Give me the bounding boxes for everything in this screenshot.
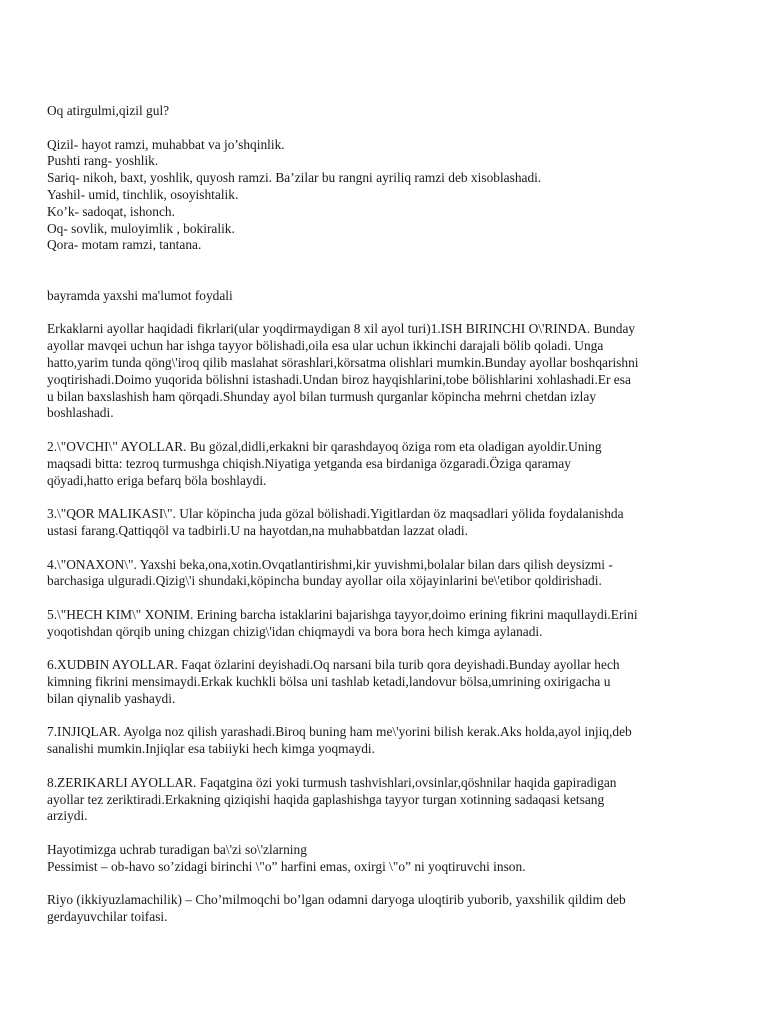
text-line: u bilan baxslashish ham qörqadi.Shunday ayol bilan turmush qurganlar köpincha mehrni chetdan izlay: [47, 388, 597, 404]
text-line: 3.\"QOR MALIKASI\". Ular köpincha juda gözal bölishadi.Yigitlardan öz maqsadlari yölida foydalanishda: [47, 506, 624, 522]
paragraph-gap: [47, 708, 737, 725]
list-item: Yashil- umid, tinchlik, osoyishtalik.: [47, 186, 239, 202]
text-line: gerdayuvchilar toifasi.: [47, 909, 168, 925]
paragraph-8: [47, 775, 737, 825]
paragraph-gap: [47, 876, 737, 893]
text-line: 2.\"OVCHI\" AYOLLAR. Bu gözal,didli,erkakni bir qarashdayoq öziga rom eta oladigan ayoldir.Uning: [47, 438, 602, 454]
text-line: ayollar mavqei uchun har ishga tayyor bölishadi,oila esa ular uchun ikkinchi darajali bölib qoladi. Unga: [47, 338, 604, 354]
text-line: barchasiga ulguradi.Qizig\'i shundaki,köpincha bunday ayollar oila xöjayinlarini be\'etibor qoldirishadi.: [47, 573, 602, 589]
text-line: Hayotimizga uchrab turadigan ba\'zi so\'zlarning: [47, 842, 307, 858]
section-gap: [47, 254, 737, 288]
text-line: ayollar tez zeriktiradi.Erkakning qiziqishi haqida gaplashishga tayyor turgan xotinning sadaqasi ketsang: [47, 791, 605, 807]
text-line: sanalishi mumkin.Injiqlar esa tabiiyki hech kimga yoqmaydi.: [47, 741, 376, 757]
text-line: 8.ZERIKARLI AYOLLAR. Faqatgina özi yoki turmush tashvishlari,ovsinlar,qöshnilar haqida gapiradigan: [47, 774, 617, 790]
text-line: yoqotishdan qörqib uning chizgan chizig\'idan chiqmaydi va bora bora hech kimga aylanadi.: [47, 623, 543, 639]
text-line: yoqtirishadi.Doimo yuqorida bölishni istashadi.Undan biroz hayqishlarini,tobe bölishlarini xohlashadi.Er esa: [47, 371, 631, 387]
text-line: bilan qiynalib yashaydi.: [47, 690, 176, 706]
paragraph-gap: [47, 641, 737, 658]
text-line: 6.XUDBIN AYOLLAR. Faqat özlarini deyishadi.Oq narsani bila turib qora deyishadi.Bunday ayollar hech: [47, 657, 620, 673]
document-body: [47, 103, 737, 926]
paragraph-4: [47, 557, 737, 591]
text-line: arziydi.: [47, 808, 88, 824]
text-line: ustasi farang.Qattiqqöl va tadbirli.U na hayotdan,na muhabbatdan lazzat oladi.: [47, 522, 468, 538]
text-line: 5.\"HECH KIM\" XONIM. Erining barcha istaklarini bajarishga tayyor,doimo erining fikrini maqullaydi.Erini: [47, 606, 638, 622]
list-item: Qora- motam ramzi, tantana.: [47, 237, 202, 253]
paragraph-gap: [47, 758, 737, 775]
section-heading: [47, 288, 737, 305]
text-line: 7.INJIQLAR. Ayolga noz qilish yarashadi.Biroq buning ham me\'yorini bilish kerak.Aks holda,ayol injiq,deb: [47, 724, 632, 740]
paragraph-1: [47, 321, 737, 422]
paragraph-gap: [47, 590, 737, 607]
paragraph-5: [47, 607, 737, 641]
text-line: hatto,yarim tunda qöng\'iroq qilib maslahat sörashlari,körsatma olishlari mumkin.Bunday ayollar boshqarishni: [47, 354, 639, 370]
list-item: Qizil- hayot ramzi, muhabbat va jo’shqinlik.: [47, 136, 285, 152]
text-line: Pessimist – ob-havo so’zidagi birinchi \"o” harfini emas, oxirgi \"o” ni yoqtiruvchi inson.: [47, 858, 526, 874]
text-line: boshlashadi.: [47, 405, 114, 421]
color-meanings-list: [47, 137, 737, 255]
paragraph-gap: [47, 825, 737, 842]
list-item: Sariq- nikoh, baxt, yoshlik, quyosh ramzi. Ba’zilar bu rangni ayriliq ramzi deb xisoblashadi.: [47, 170, 542, 186]
text-line: Erkaklarni ayollar haqidadi fikrlari(ular yoqdirmaydigan 8 xil ayol turi)1.ISH BIRINCHI O\'RINDA. Bunday: [47, 321, 636, 337]
list-item: Oq- sovlik, muloyimlik , bokiralik.: [47, 220, 235, 236]
text-line: Riyo (ikkiyuzlamachilik) – Cho’milmoqchi bo’lgan odamni daryoga uloqtirib yuborib, yaxshilik qildim deb: [47, 892, 626, 908]
text-line: qöyadi,hatto eriga befarq böla boshlaydi.: [47, 472, 267, 488]
text-line: Oq atirgulmi,qizil gul?: [47, 103, 170, 118]
paragraph-7: [47, 724, 737, 758]
paragraph-gap: [47, 305, 737, 322]
text-line: bayramda yaxshi ma'lumot foydali: [47, 287, 233, 303]
paragraph-gap: [47, 489, 737, 506]
text-line: 4.\"ONAXON\". Yaxshi beka,ona,xotin.Ovqatlantirishmi,kir yuvishmi,bolalar bilan dars qilish deysizmi -: [47, 556, 613, 572]
list-item: Pushti rang- yoshlik.: [47, 153, 159, 169]
paragraph-9: [47, 842, 737, 876]
paragraph-6: [47, 657, 737, 707]
document-title: [47, 103, 737, 120]
paragraph-gap: [47, 540, 737, 557]
text-line: kimning fikrini mensimaydi.Erkak kuchkli bölsa uni tashlab ketadi,landovur bölsa,umrining oxirigacha u: [47, 674, 611, 690]
paragraph-3: [47, 506, 737, 540]
paragraph-10: [47, 892, 737, 926]
paragraph-gap: [47, 120, 737, 137]
paragraph-2: [47, 439, 737, 489]
list-item: Ko’k- sadoqat, ishonch.: [47, 203, 175, 219]
paragraph-gap: [47, 422, 737, 439]
text-line: maqsadi bitta: tezroq turmushga chiqish.Niyatiga yetganda esa birdaniga özgaradi.Öziga qaramay: [47, 455, 571, 471]
